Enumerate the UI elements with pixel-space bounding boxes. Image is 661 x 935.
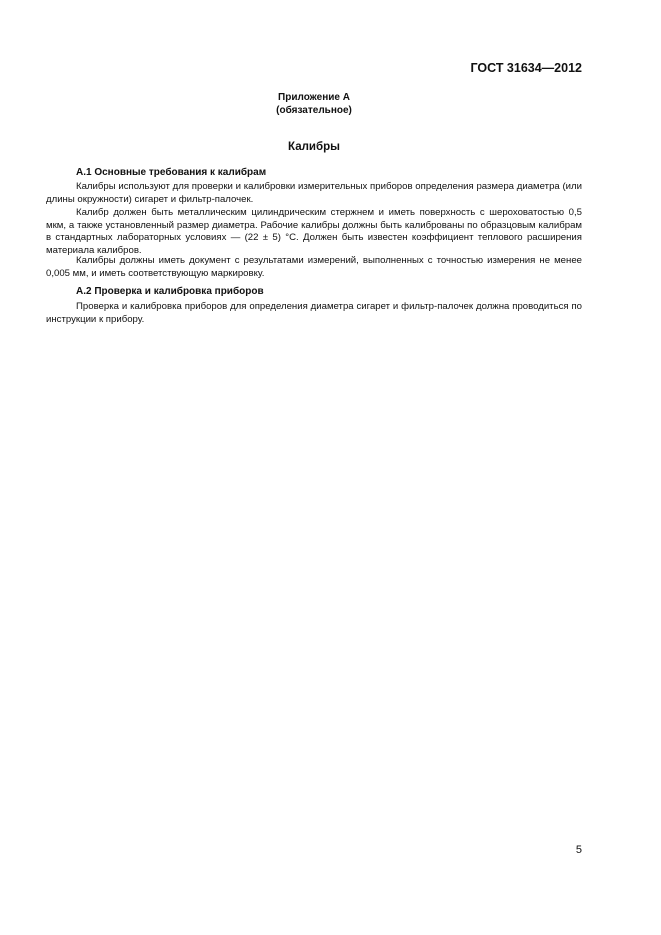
section-heading-a1: А.1 Основные требования к калибрам [76, 167, 267, 178]
page-title: Калибры [288, 141, 340, 153]
section-heading-a2: А.2 Проверка и калибровка приборов [76, 286, 264, 297]
paragraph: Калибры используют для проверки и калибровки измерительных приборов определения размера диаметра (или длины окружности) сигарет и фильтр-палочек. [46, 181, 582, 205]
appendix-status: (обязательное) [276, 105, 352, 116]
paragraph: Калибры должны иметь документ с результатами измерений, выполненных с точностью измерения не менее 0,005 мм, и иметь соответствующую маркировку. [46, 255, 582, 279]
appendix-title: Приложение А [278, 92, 350, 103]
page-number: 5 [575, 844, 582, 856]
paragraph: Калибр должен быть металлическим цилиндрическим стержнем и иметь поверхность с шероховатостью 0,5 мкм, а также установленный размер диаметра. Рабочие калибры должны быть калиброваны по образцовым калибрам в стандартных лабораторных условиях — (22 ± 5) °С. Должен быть известен коэффициент теплового расширения материала калибров. [46, 207, 582, 256]
document-code: ГОСТ 31634—2012 [470, 61, 582, 75]
paragraph: Проверка и калибровка приборов для определения диаметра сигарет и фильтр-палочек должна проводиться по инструкции к прибору. [46, 301, 582, 325]
